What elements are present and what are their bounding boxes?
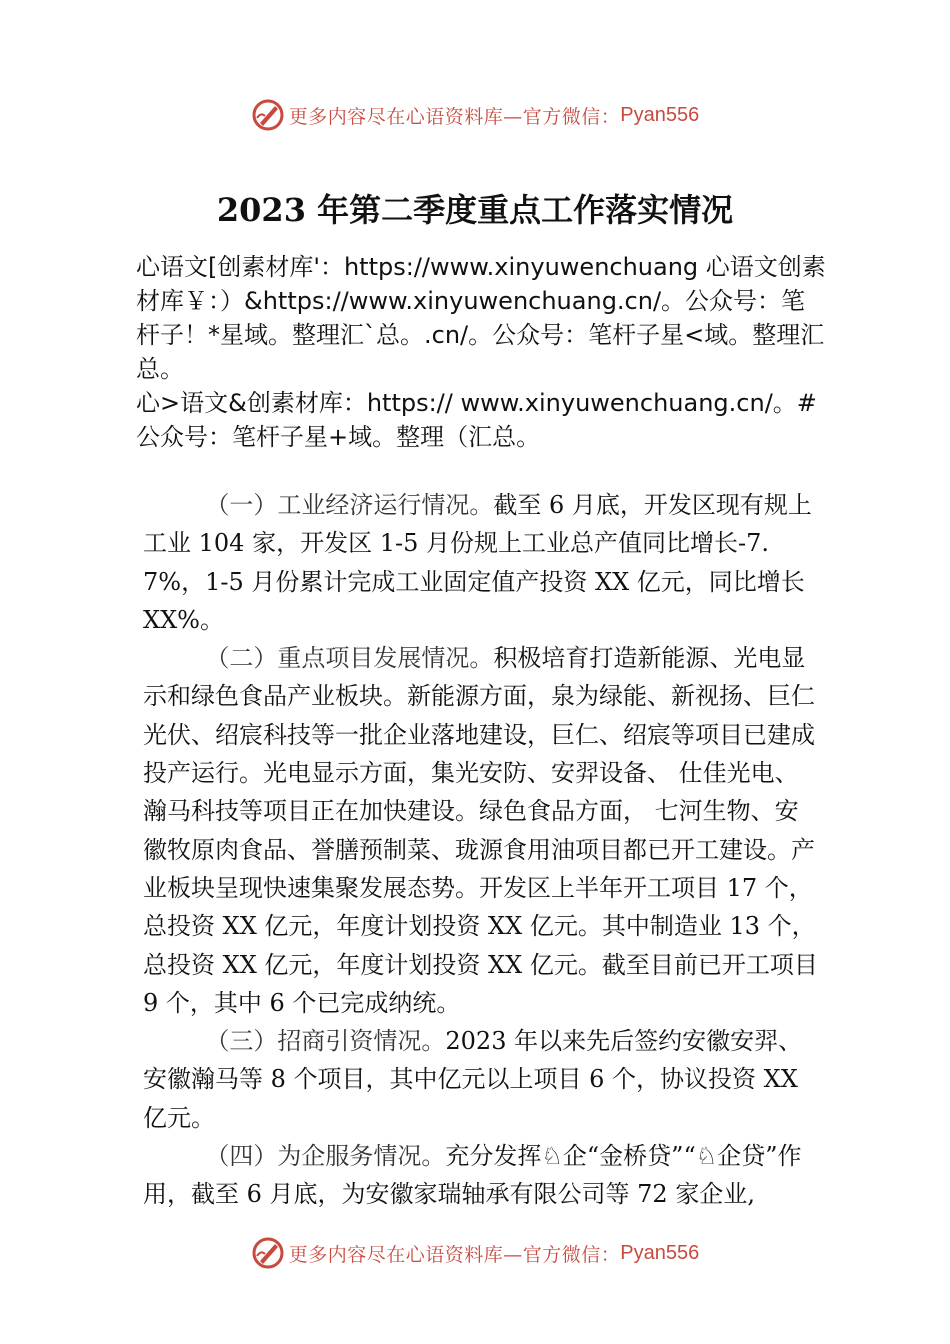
page-title: 2023 年第二季度重点工作落实情况 bbox=[216, 191, 734, 229]
banner-text: 更多内容尽在心语资料库—官方微信： bbox=[288, 1243, 621, 1266]
section-paragraph bbox=[143, 639, 818, 1022]
section-lead: （一）工业经济运行情况。 bbox=[205, 491, 494, 519]
section-lead: （四）为企服务情况。 bbox=[205, 1142, 446, 1171]
header-banner bbox=[0, 95, 950, 135]
notice-line: 心语文[创素材库'：https://www.xinyuwenchuang 心语文创素材库￥：）&https://www.xinyuwenchuang.cn/。公众号：笔杆子！*星域。整理汇`总。.cn/。公众号：笔杆子星<域。整理汇总。 bbox=[136, 253, 826, 383]
section-lead: （三）招商引资情况。 bbox=[205, 1027, 446, 1056]
section-text: 截至 6 月底，开发区现有规上工业 104 家，开发区 1-5 月份规上工业总产值同比增长-7.7%，1-5 月份累计完成工业固定值产投资 XX 亿元，同比增长 XX%。 bbox=[143, 491, 812, 634]
source-notice bbox=[136, 250, 826, 454]
pen-logo-icon bbox=[251, 98, 285, 132]
section-text: 积极培育打造新能源、光电显示和绿色食品产业板块。新能源方面，泉为绿能、新视扬、巨仁光伏、绍宸科技等一批企业落地建设，巨仁、绍宸等项目已建成投产运行。光电显示方面，集光安防、安羿设备、 仕佳光电、瀚马科技等项目正在加快建设。绿色食品方面， 七河生物、安徽牧原肉食品、誉膳预制菜、珑源食用油项目都已开工建设。产业板块呈现快速集聚发展态势。开发区上半年开工项目 17 个，总投资 XX 亿元，年度计划投资 XX 亿元。其中制造业 13 个，总投资 XX 亿元，年度计划投资 XX 亿元。截至目前已开工项目 9 个，其中 6 个已完成纳统。 bbox=[143, 644, 818, 1017]
footer-banner bbox=[0, 1233, 950, 1273]
notice-line: 心>语文&创素材库：https:// www.xinyuwenchuang.cn/。#公众号：笔杆子星+域。整理（汇总。 bbox=[136, 389, 817, 451]
section-paragraph bbox=[143, 486, 818, 639]
pen-logo-icon bbox=[251, 1236, 285, 1270]
section-paragraph bbox=[143, 1022, 818, 1137]
section-lead: （二）重点项目发展情况。 bbox=[205, 644, 494, 673]
document-body bbox=[143, 486, 818, 1214]
section-text: 2023 年以来先后签约安徽安羿、安徽瀚马等 8 个项目，其中亿元以上项目 6 个，协议投资 XX 亿元。 bbox=[143, 1027, 803, 1132]
section-paragraph bbox=[143, 1137, 818, 1214]
banner-text: 更多内容尽在心语资料库—官方微信： bbox=[288, 105, 621, 128]
section-text: 充分发挥♘企“金桥贷”“♘企贷”作用，截至 6 月底，为安徽家瑞轴承有限公司等 72 家企业, bbox=[143, 1142, 802, 1209]
banner-wechat-id: Pyan556 bbox=[620, 103, 700, 126]
banner-wechat-id: Pyan556 bbox=[620, 1241, 700, 1264]
